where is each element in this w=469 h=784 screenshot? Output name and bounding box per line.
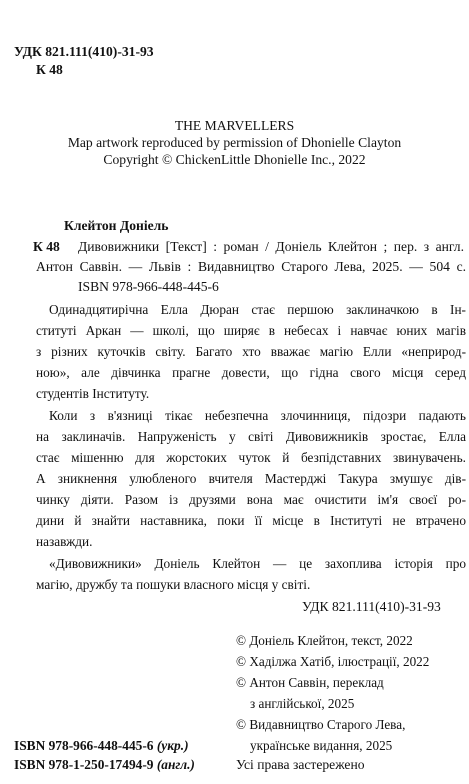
isbn-number: ISBN 978-1-250-17494-9 [14, 757, 154, 772]
catalog-description-line1: Дивовижники [Текст] : роман / Доніель Клейтон ; пер. з англ. [78, 239, 464, 254]
annotation-paragraph-3 [36, 553, 466, 595]
isbn-language-tag: (укр.) [156, 738, 189, 753]
copyright-entry: © Хаділжа Хатіб, ілюстрації, 2022 [236, 654, 430, 669]
original-title: THE MARVELLERS [174, 118, 295, 133]
copyright-list [236, 630, 466, 756]
annotation-line: Одинадцятирічна Елла Дюран стає першою заклиначкою в Ін- [49, 302, 466, 317]
annotation-line: на заклиначів. Напруженість у світі Дивовижників зростає, Елла [36, 429, 466, 444]
annotation-line: з різних куточків світу. Багато хто вважає магію Елли «неприрод- [36, 344, 466, 359]
isbn-english [14, 757, 195, 773]
udk-code-bottom: УДК 821.111(410)-31-93 [302, 599, 441, 614]
annotation-line: А зникнення улюбленого вчителя Мастерджі Такура змушує дів- [36, 471, 466, 486]
annotation-line: магію, дружбу та пошуки власного місця у світі. [36, 577, 311, 592]
catalog-isbn: ISBN 978-966-448-445-6 [78, 279, 219, 294]
map-credit: Map artwork reproduced by permission of Dhonielle Clayton [67, 135, 402, 150]
copyright-entry-continued: з англійської, 2025 [250, 696, 355, 711]
annotation-line: стає мішенню для жорстоких чуток й безпідставних звинувачень. [36, 450, 466, 465]
annotation-paragraph-1 [36, 299, 466, 404]
annotation-line: «Дивовижники» Доніель Клейтон — це захоплива історія про [49, 556, 466, 571]
catalog-code: К 48 [33, 239, 60, 254]
isbn-language-tag: (англ.) [156, 757, 195, 772]
catalog-description-line2: Антон Саввін. — Львів : Видавництво Старого Лева, 2025. — 504 с. [36, 259, 466, 274]
annotation-line: дини й знайти наставника, поки її місце в Інституті не втрачено [36, 513, 466, 528]
annotation-line: студентів Інституту. [36, 386, 150, 401]
annotation-line: чинку діяти. Разом із друзями вона має очистити ім'я своєї ро- [36, 492, 466, 507]
copyright-entry: © Видавництво Старого Лева, [236, 717, 406, 732]
isbn-number: ISBN 978-966-448-445-6 [14, 738, 154, 753]
copyright-entry-continued: українське видання, 2025 [250, 738, 393, 753]
udk-code-top: УДК 821.111(410)-31-93 [14, 44, 154, 59]
original-copyright: Copyright © ChickenLittle Dhonielle Inc., 2022 [103, 152, 366, 167]
rights-reserved: Усі права застережено [236, 757, 365, 772]
annotation-line: Коли з в'язниці тікає небезпечна злочинниця, підозри падають [49, 408, 466, 423]
copyright-entry: © Доніель Клейтон, текст, 2022 [236, 633, 413, 648]
copyright-entry: © Антон Саввін, переклад [236, 675, 384, 690]
annotation-line: ною», але дівчинка прагне довести, що гідна свого місця серед [36, 365, 466, 380]
annotation-line: назавжди. [36, 534, 93, 549]
author-heading: Клейтон Доніель [64, 218, 169, 233]
annotation-line: ституті Аркан — школі, що ширяє в небесах і навчає юних магів [36, 323, 466, 338]
annotation-paragraph-2 [36, 405, 466, 552]
isbn-ukrainian [14, 738, 189, 754]
author-mark-top: К 48 [36, 62, 63, 77]
